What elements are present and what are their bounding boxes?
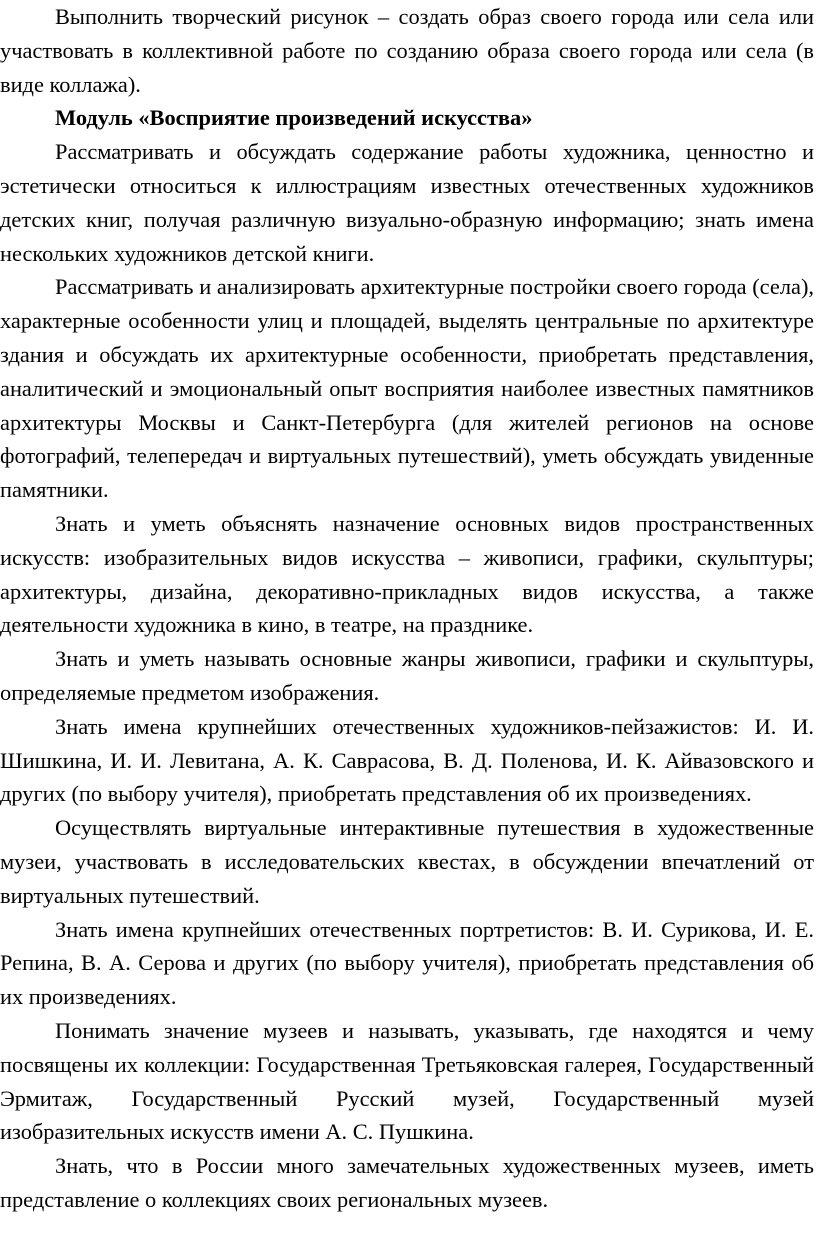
paragraph-portraitists: Знать имена крупнейших отечественных портретистов: В. И. Сурикова, И. Е. Репина, В. А. Серова и других (по выбору учителя), приобретать представления об их произведениях.: [0, 916, 814, 1010]
paragraph-genres: Знать и уметь называть основные жанры живописи, графики и скульптуры, определяемые предметом изображения.: [0, 646, 814, 705]
paragraph-creative-drawing: Выполнить творческий рисунок – создать образ своего города или села или участвовать в коллективной работе по созданию образа своего города или села (в виде коллажа).: [0, 4, 814, 97]
module-heading: Модуль «Восприятие произведений искусства»: [55, 105, 533, 131]
paragraph-museum-collections: Понимать значение музеев и называть, указывать, где находятся и чему посвящены их коллекции: Государственная Третьяковская галерея, Государственный Эрмитаж, Государственный Русский музей, Государственный музей изобразительных искусств имени А. С. Пушкина.: [0, 1017, 814, 1145]
paragraph-illustrators: Рассматривать и обсуждать содержание работы художника, ценностно и эстетически относиться к иллюстрациям известных отечественных художников детских книг, получая различную визуально-образную информацию; знать имена нескольких художников детской книги.: [0, 139, 814, 266]
paragraph-virtual-museums: Осуществлять виртуальные интерактивные путешествия в художественные музеи, участвовать в исследовательских квестах, в обсуждении впечатлений от виртуальных путешествий.: [0, 815, 814, 908]
paragraph-architecture: Рассматривать и анализировать архитектурные постройки своего города (села), характерные особенности улиц и площадей, выделять центральные по архитектуре здания и обсуждать их архитектурные особенности, приобретать представления, аналитический и эмоциональный опыт восприятия наиболее известных памятников архитектуры Москвы и Санкт-Петербурга (для жителей регионов на основе фотографий, телепередач и виртуальных путешествий), уметь обсуждать увиденные памятники.: [0, 274, 814, 503]
paragraph-regional-museums: Знать, что в России много замечательных художественных музеев, иметь представление о коллекциях своих региональных музеев.: [0, 1153, 814, 1212]
paragraph-spatial-arts: Знать и уметь объяснять назначение основных видов пространственных искусств: изобразительных видов искусства – живописи, графики, скульптуры; архитектуры, дизайна, декоративно-прикладных видов искусства, а также деятельности художника в кино, в театре, на празднике.: [0, 510, 814, 638]
paragraph-landscape-painters: Знать имена крупнейших отечественных художников-пейзажистов: И. И. Шишкина, И. И. Левитана, А. К. Саврасова, В. Д. Поленова, И. К. Айвазовского и других (по выбору учителя), приобретать представления об их произведениях.: [0, 713, 814, 807]
